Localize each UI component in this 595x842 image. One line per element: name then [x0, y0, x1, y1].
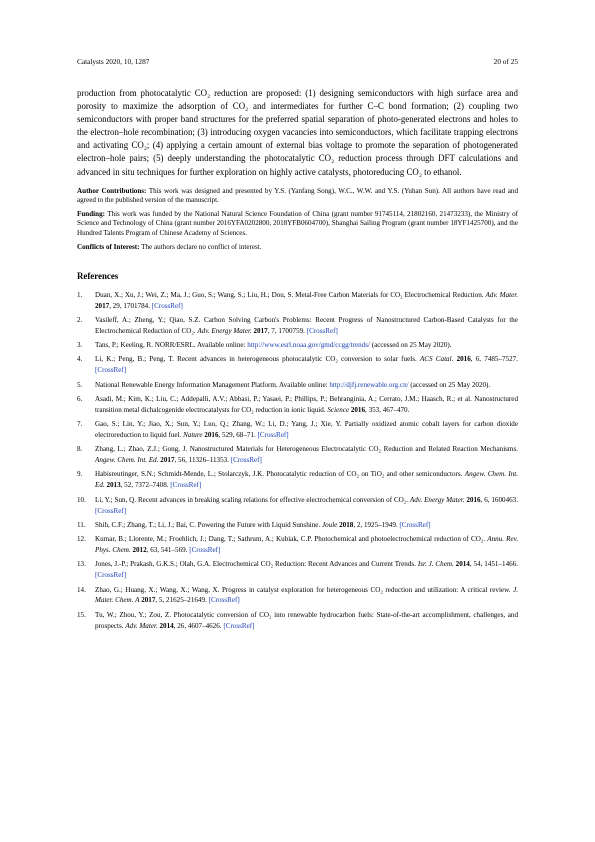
reference-journal: Annu. Rev. Phys. Chem. [95, 535, 518, 555]
reference-number: 13. [77, 560, 86, 569]
funding [77, 210, 518, 239]
reference-volume-pages: , 2, 1925–1949. [353, 520, 400, 529]
reference-year: 2016 [350, 405, 366, 414]
reference-journal: Nature [183, 430, 203, 439]
reference-item [77, 469, 518, 491]
crossref-link[interactable]: [CrossRef] [208, 596, 240, 605]
crossref-link[interactable]: [CrossRef] [170, 481, 202, 490]
reference-journal: J. Mater. Chem. A [95, 585, 518, 605]
reference-volume-pages: , 63, 541–569. [146, 546, 190, 555]
reference-text: Kumar, B.; Llorente, M.; Froehlich, J.; Dang, T.; Sathrum, A.; Kubiak, C.P. Photochemical and photoelectrochemical reduction of CO₂. [95, 535, 488, 544]
reference-volume-pages: , 529, 68–71. [218, 430, 258, 439]
reference-text: Asadi, M.; Kim, K.; Liu, C.; Addepalli, A.V.; Abbasi, P.; Yasaei, P.; Phillips, P.; Behranginia, A.; Cerrato, J.M.; Haasch, R.; et al. Nanostructured transition metal dichalcogenide electrocatalysts for CO₂ reduction in ionic liquid. [95, 394, 518, 414]
reference-number: 2. [77, 315, 83, 324]
reference-number: 15. [77, 610, 86, 619]
reference-item [77, 495, 518, 517]
reference-list [77, 290, 518, 632]
reference-text: Li, Y.; Sun, Q. Recent advances in breaking scaling relations for effective electrochemical conversion of CO₂. [95, 495, 410, 504]
reference-volume-pages: , 56, 11326–11353. [174, 456, 231, 465]
reference-year: 2018 [339, 520, 354, 529]
author-contributions-text: This work was designed and presented by Y.S. (Yanfang Song), W.C., W.W. and Y.S. (Yuhan Sun). All authors have read and agreed to the published version of the manuscript. [77, 186, 518, 205]
reference-item [77, 380, 518, 391]
reference-url-link[interactable]: http://www.esrl.noaa.gov/gmd/ccgg/trends/ [247, 341, 370, 350]
reference-number: 14. [77, 585, 86, 594]
page-header [77, 57, 518, 69]
reference-item [77, 290, 518, 312]
reference-journal: Adv. Mater. [485, 290, 518, 299]
reference-item [77, 520, 518, 531]
reference-text: Vasileff, A.; Zheng, Y.; Qiao, S.Z. Carbon Solving Carbon's Problems: Recent Progress of Nanostructured Carbon-Based Catalysts for the Electrochemical Reduction of CO₂. [95, 315, 518, 335]
reference-text: Jones, J.-P.; Prakash, G.K.S.; Olah, G.A. Electrochemical CO₂ Reduction: Recent Advances and Current Trends. [95, 560, 418, 569]
reference-journal: Joule [321, 520, 338, 529]
crossref-link[interactable]: [CrossRef] [95, 506, 127, 515]
crossref-link[interactable]: [CrossRef] [257, 430, 289, 439]
reference-accessed: (accessed on 25 May 2020). [408, 380, 491, 389]
reference-year: 2016 [466, 495, 481, 504]
page-body [77, 87, 518, 635]
reference-number: 10. [77, 495, 86, 504]
reference-item [77, 354, 518, 376]
reference-number: 12. [77, 535, 86, 544]
reference-journal: Adv. Energy Mater. [409, 495, 465, 504]
reference-number: 1. [77, 290, 83, 299]
reference-year: 2017 [160, 456, 175, 465]
author-contributions [77, 187, 518, 206]
reference-year: 2017 [141, 596, 156, 605]
reference-number: 6. [77, 394, 83, 403]
reference-journal: Science [327, 405, 350, 414]
reference-text: Zhang, L.; Zhao, Z.J.; Gong, J. Nanostructured Materials for Heterogeneous Electrocatalytic CO₂ Reduction and Related Reaction Mechanisms. [95, 445, 518, 454]
reference-year: 2012 [132, 546, 147, 555]
crossref-link[interactable]: [CrossRef] [151, 301, 183, 310]
reference-number: 5. [77, 380, 83, 389]
reference-year: 2016 [456, 355, 471, 364]
reference-text: Tu, W.; Zhou, Y.; Zou, Z. Photocatalytic conversion of CO₂ into renewable hydrocarbon fuels: State-of-the-art accomplishment, challenges, and prospects. [95, 610, 518, 630]
reference-journal: ACS Catal. [419, 355, 454, 364]
reference-text: Shih, C.F.; Zhang, T.; Li, J.; Bai, C. Powering the Future with Liquid Sunshine. [95, 520, 322, 529]
reference-volume-pages: , 26, 4607–4626. [173, 621, 224, 630]
reference-item [77, 559, 518, 581]
reference-text: Zhao, G.; Huang, X.; Wang, X.; Wang, X. Progress in catalyst exploration for heterogeneous CO₂ reduction and utilization: A critical review. [95, 585, 514, 594]
reference-text: National Renewable Energy Information Management Platform. Available online: [95, 380, 330, 389]
conflicts-of-interest [77, 243, 518, 253]
reference-number: 9. [77, 470, 83, 479]
conflicts-label: Conflicts of Interest: [77, 243, 140, 252]
reference-url-link[interactable]: http://djfj.renewable.org.cn/ [329, 380, 409, 389]
reference-item [77, 444, 518, 466]
crossref-link[interactable]: [CrossRef] [399, 520, 431, 529]
reference-item [77, 610, 518, 632]
crossref-link[interactable]: [CrossRef] [306, 326, 338, 335]
reference-journal: Angew. Chem. Int. Ed. [95, 470, 519, 490]
reference-text: Habisreutinger, S.N.; Schmidt-Mende, L.; Stolarczyk, J.K. Photocatalytic reduction of CO₂ on TiO₂ and other semiconductors. [95, 470, 465, 479]
reference-volume-pages: , 29, 1701784. [109, 301, 152, 310]
reference-volume-pages: , 6, 7485–7527. [470, 355, 518, 364]
reference-number: 8. [77, 445, 83, 454]
reference-volume-pages: , 5, 21625–21649. [155, 596, 209, 605]
funding-text: This work was funded by the National Natural Science Foundation of China (grant number 91745114, 21802160, 21473233), the Ministry of Science and Technology of China (grant number 2016YFA0202800, 2018YFB0604700), Shanghai Sailing Program (grant number 18YF1425700), and the Hundred Talents Program of Chinese Academy of Sciences. [77, 209, 518, 237]
reference-journal: Adv. Mater. [125, 621, 158, 630]
reference-year: 2014 [455, 560, 470, 569]
reference-year: 2014 [159, 621, 174, 630]
reference-volume-pages: , 52, 7372–7408. [120, 481, 171, 490]
author-contributions-label: Author Contributions: [77, 186, 147, 195]
reference-accessed: (accessed on 25 May 2020). [369, 341, 452, 350]
journal-citation: Catalysts 2020, 10, 1287 [77, 57, 150, 66]
crossref-link[interactable]: [CrossRef] [230, 456, 262, 465]
body-paragraph: production from photocatalytic CO₂ reduction are proposed: (1) designing semiconductors with high surface area and porosity to maximize the adsorption of CO₂ and intermediates for further C–C bond formation; (2) coupling two semiconductors with proper band structures for the preferred spatial separation of photo-generated electrons and holes to the electron–hole recombination; (3) introducing oxygen vacancies into semiconductors, which facilitate trapping electrons and activating CO₂; (4) applying a certain amount of external bias voltage to promote the separation of photogenerated electron–hole pairs; (5) deeply understanding the photocatalytic CO₂ reduction process through DFT calculations and advanced in situ techniques for further exploration on highly active catalysts, photoreducing CO₂ to ethanol. [77, 88, 518, 177]
reference-year: 2013 [106, 481, 121, 490]
reference-number: 3. [77, 341, 83, 350]
reference-journal: Isr. J. Chem. [417, 560, 454, 569]
reference-volume-pages: , 6, 1600463. [480, 495, 518, 504]
reference-number: 7. [77, 420, 83, 429]
reference-item [77, 419, 518, 441]
reference-text: Gao, S.; Lin, Y.; Jiao, X.; Sun, Y.; Luo, Q.; Zhang, W.; Li, D.; Yang, J.; Xie, Y. Partially oxidized atomic cobalt layers for carbon dioxide electroreduction to liquid fuel. [95, 420, 518, 439]
reference-journal: Adv. Energy Mater. [197, 326, 252, 335]
reference-year: 2017 [95, 301, 110, 310]
reference-text: Tans, P.; Keeling, R. NORR/ESRL. Available online: [95, 341, 248, 350]
reference-volume-pages: , 7, 1700759. [267, 326, 307, 335]
reference-item [77, 534, 518, 556]
page-number: 20 of 25 [493, 57, 518, 66]
reference-text: Duan, X.; Xu, J.; Wei, Z.; Ma, J.; Guo, S.; Wang, S.; Liu, H.; Dou, S. Metal-Free Carbon Materials for CO₂ Electrochemical Reduction. [95, 290, 486, 299]
reference-journal: Angew. Chem. Int. Ed. [95, 456, 159, 465]
reference-item [77, 394, 518, 416]
reference-text: Li, K.; Peng, B.; Peng, T. Recent advances in heterogeneous photocatalytic CO₂ conversion to solar fuels. [95, 355, 420, 364]
reference-item [77, 340, 518, 351]
reference-item [77, 585, 518, 607]
reference-year: 2017 [253, 326, 268, 335]
crossref-link[interactable]: [CrossRef] [189, 546, 221, 555]
crossref-link[interactable]: [CrossRef] [223, 621, 255, 630]
reference-year: 2016 [204, 430, 219, 439]
crossref-link[interactable]: [CrossRef] [95, 571, 127, 580]
reference-volume-pages: , 353, 467–470. [365, 405, 410, 414]
reference-item [77, 315, 518, 337]
reference-volume-pages: , 54, 1451–1466. [469, 560, 518, 569]
reference-number: 11. [77, 520, 86, 529]
reference-number: 4. [77, 355, 83, 364]
conflicts-text: The authors declare no conflict of interest. [139, 243, 262, 252]
funding-label: Funding: [77, 209, 105, 218]
crossref-link[interactable]: [CrossRef] [95, 366, 127, 375]
references-heading: References [77, 270, 119, 281]
